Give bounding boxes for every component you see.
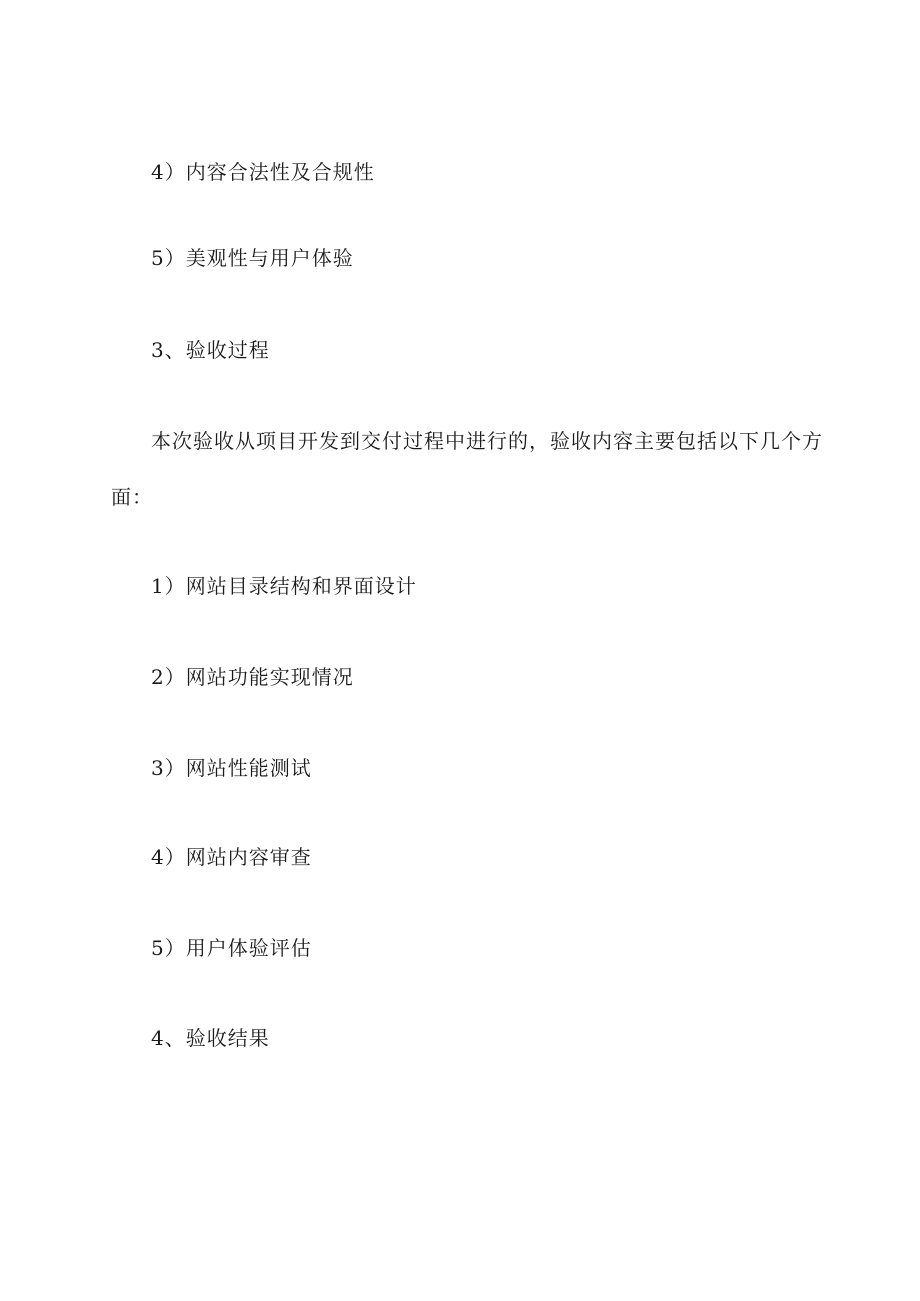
list-item-aesthetics-ux: 5）美观性与用户体验 — [151, 246, 354, 270]
paragraph-intro-line-1: 本次验收从项目开发到交付过程中进行的，验收内容主要包括以下几个方 — [151, 429, 823, 453]
list-item-function-implementation: 2）网站功能实现情况 — [151, 665, 354, 689]
list-item-directory-ui-design: 1）网站目录结构和界面设计 — [151, 574, 417, 598]
section-heading-acceptance-process: 3、验收过程 — [151, 338, 270, 362]
list-item-content-review: 4）网站内容审查 — [151, 845, 312, 869]
list-item-content-legality: 4）内容合法性及合规性 — [151, 160, 375, 184]
list-item-ux-evaluation: 5）用户体验评估 — [151, 936, 312, 960]
section-heading-acceptance-result: 4、验收结果 — [151, 1026, 270, 1050]
list-item-performance-test: 3）网站性能测试 — [151, 756, 312, 780]
paragraph-intro-line-2: 面： — [111, 485, 153, 509]
